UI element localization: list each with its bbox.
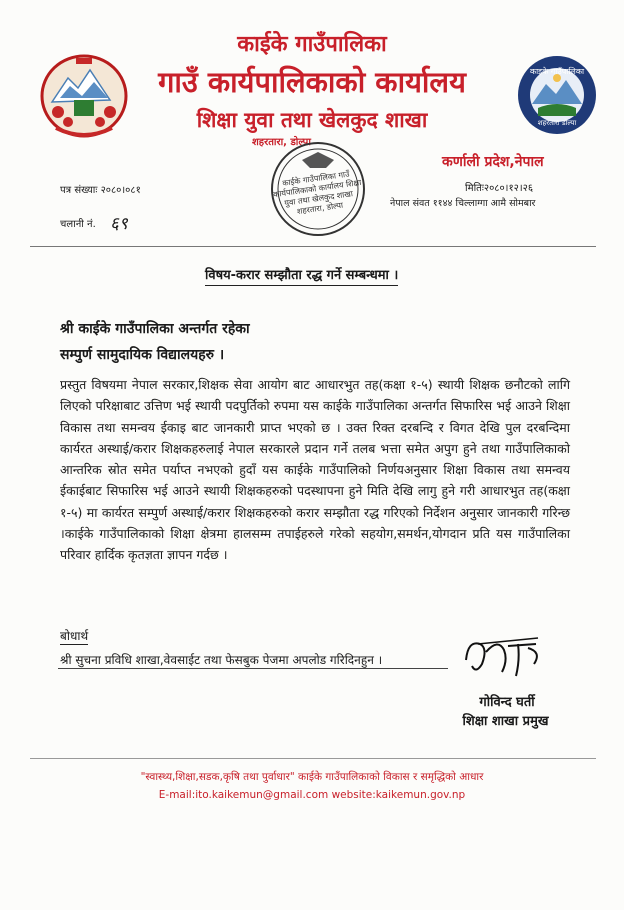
- nepal-sambat-date: नेपाल संवत ११४४ चिल्लाग्गा आमै सोमबार: [390, 198, 536, 209]
- cc-underline: [58, 668, 448, 669]
- handwritten-signature: [458, 630, 558, 686]
- cc-label: बोधार्थ: [60, 629, 89, 643]
- province-name: कर्णाली प्रदेश,नेपाल: [442, 154, 544, 170]
- addressee: [60, 316, 250, 368]
- round-logo-bottom-text: शहरतारा डोल्पा: [537, 119, 577, 127]
- letter-date: मितिः२०८०।१२।२६: [465, 183, 534, 194]
- section-name: शिक्षा युवा तथा खेलकुद शाखा: [196, 108, 428, 132]
- letter-number: पत्र संख्याः २०८०।०८१: [60, 185, 141, 196]
- round-logo-top-text: काइके गाउँपालिका: [529, 67, 585, 76]
- letter-subject: विषय-करार सम्झौता रद्ध गर्ने सम्बन्धमा ।: [205, 265, 398, 286]
- cc-item: श्री सुचना प्रविधि शाखा,वेवसाईट तथा फेसबुक पेजमा अपलोड गरिदिनहुन ।: [60, 653, 383, 667]
- dispatch-number: ६९: [110, 214, 128, 234]
- office-address: शहरतारा, डोल्पा: [252, 137, 311, 148]
- municipality-name: काईके गाउँपालिका: [237, 32, 387, 57]
- header-divider: [30, 246, 596, 247]
- stamp-text: काईके गाउँपालिका गाउँ कार्यपालिकाको कार्यालय शिक्षा युवा तथा खेलकुद शाखा शहरतारा, डोल्पा: [272, 169, 362, 217]
- addressee-line-2: सम्पुर्ण सामुदायिक विद्यालयहरु ।: [60, 347, 225, 363]
- signatory-title: शिक्षा शाखा प्रमुख: [462, 714, 549, 729]
- letter-body: प्रस्तुत विषयमा नेपाल सरकार,शिक्षक सेवा आयोग बाट आधारभुत तह(कक्षा १-५) स्थायी शिक्षक छनौटको लागि लिएको परिक्षाबाट उत्तिण भई स्थायी पदपुर्तिको रुपमा यस काईके गाउँपालिका अन्तर्गत सिफारिस भई आउने शिक्षा विकास तथा समन्वय ईकाइ बाट जानकारी प्राप्त भएको छ । उक्त रिक्त दरबन्दि र विगत देखि पुल दरबन्दिमा कार्यरत अस्थाई/करार शिक्षकहरुलाई नेपाल सरकारले प्रदान गर्ने तलब भत्ता समेत अपुग हुने तथा गाउँपालिकाको आन्तरिक स्रोत समेत पर्याप्त नभएको हुदाँ यस काईके गाउँपालिको निर्णयअनुसार शिक्षा विकास तथा समन्वय ईकाईबाट सिफारिस भई आउने स्थायी शिक्षकहरुको पदस्थापना हुने मिति देखि लागु हुने गरी आधारभुत तह(कक्षा १-५) मा कार्यरत सम्पुर्ण अस्थाई/करार शिक्षकहरुको करार सम्झौता रद्ध गरिएको निर्देशन अनुसार जानकारी गरिन्छ ।काईके गाउँपालिकाको शिक्षा क्षेत्रमा हालसम्म तपाईहरुले गरेको सहयोग,समर्थन,योगदान प्रति यस गाउँपालिका परिवार हार्दिक कृतज्ञता ज्ञापन गर्दछ ।: [60, 377, 570, 563]
- dispatch-label: चलानी नं.: [60, 219, 96, 230]
- footer-contact: E-mail:ito.kaikemun@gmail.com website:kaikemun.gov.np: [158, 789, 466, 801]
- addressee-line-1: श्री काईके गाउँपालिका अन्तर्गत रहेका: [60, 321, 250, 337]
- office-name: गाउँ कार्यपालिकाको कार्यालय: [158, 65, 466, 99]
- footer-divider: [30, 758, 596, 759]
- signatory-name: गोविन्द घर्ती: [479, 695, 535, 710]
- footer-slogan: "स्वास्थ्य,शिक्षा,सडक,कृषि तथा पुर्वाधार" काईके गाउँपालिकाको विकास र समृद्धिको आधार: [140, 771, 484, 783]
